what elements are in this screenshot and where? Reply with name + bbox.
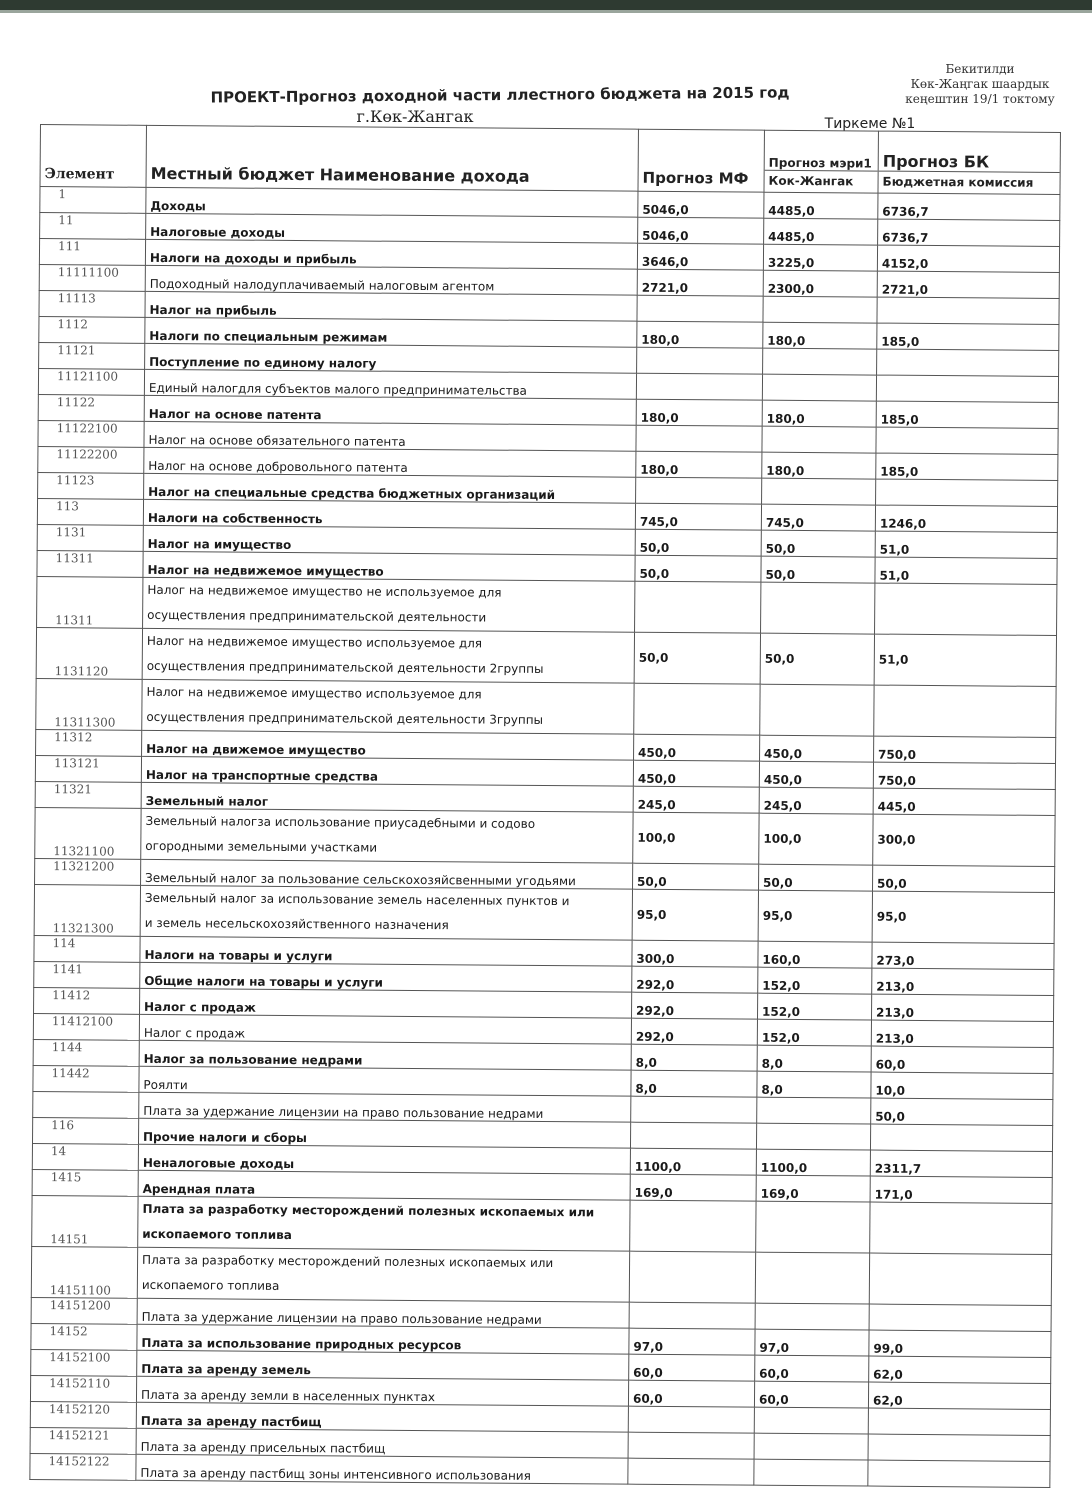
- scan-top-edge-shadow: [0, 10, 1092, 13]
- row-value-mayor: [763, 296, 877, 323]
- row-value-mf: 50,0: [635, 555, 761, 582]
- row-value-bk: [876, 427, 1058, 454]
- row-code: 1131: [37, 524, 143, 551]
- row-value-bk: [868, 1460, 1050, 1487]
- row-value-mayor: [755, 1303, 869, 1330]
- header-element: Элемент: [40, 125, 146, 188]
- row-value-bk: [875, 583, 1057, 635]
- row-value-mayor: 180,0: [762, 400, 876, 427]
- row-value-mf: 1100,0: [630, 1148, 756, 1175]
- row-code: 11121: [39, 342, 145, 369]
- budget-table: [29, 124, 1061, 1488]
- row-code: 14151100: [31, 1246, 137, 1298]
- row-code: 1144: [33, 1039, 139, 1066]
- row-value-bk: 10,0: [871, 1072, 1053, 1099]
- row-value-mayor: [760, 684, 874, 736]
- row-value-bk: [877, 349, 1059, 376]
- row-value-mayor: 8,0: [757, 1071, 871, 1098]
- row-value-mf: [636, 477, 762, 504]
- row-name: Налог на недвижемое имущество: [143, 551, 635, 581]
- row-name: Налог на основе обязательного патента: [144, 421, 636, 451]
- row-value-mayor: [754, 1433, 868, 1460]
- row-name: [141, 808, 633, 863]
- scan-top-edge: [0, 0, 1092, 10]
- row-value-bk: [868, 1408, 1050, 1435]
- row-code: 14151: [32, 1195, 138, 1247]
- row-code: 11113: [39, 290, 145, 317]
- row-name: Доходы: [146, 187, 638, 217]
- row-value-mf: 245,0: [633, 786, 759, 813]
- row-name: [143, 577, 635, 632]
- row-value-mayor: 745,0: [761, 504, 875, 531]
- row-value-mf: 169,0: [630, 1174, 756, 1201]
- row-value-mayor: [754, 1407, 868, 1434]
- row-value-mf: [636, 373, 762, 400]
- row-value-mayor: [754, 1459, 868, 1486]
- row-value-mf: 292,0: [632, 966, 758, 993]
- row-name: Налог на прибыль: [145, 291, 637, 321]
- row-code: 11: [40, 213, 146, 240]
- row-code: 11121100: [38, 368, 144, 395]
- row-value-mayor: 245,0: [759, 787, 873, 814]
- row-name-line1: Земельный налогза использование приусадебными и содово: [145, 813, 536, 831]
- row-value-bk: 445,0: [873, 788, 1055, 815]
- row-value-mf: 292,0: [631, 992, 757, 1019]
- row-value-mf: [628, 1458, 754, 1485]
- row-name: Единый налогдля субъектов малого предпринимательства: [144, 369, 636, 399]
- row-value-mayor: [755, 1252, 869, 1304]
- row-value-mayor: [757, 1097, 871, 1124]
- row-value-mf: 5046,0: [638, 191, 764, 218]
- header-forecast-bk: [878, 131, 1060, 194]
- row-code: 11122: [38, 394, 144, 421]
- row-value-bk: 51,0: [875, 531, 1057, 558]
- row-name-line1: Налог на недвижемое имущество не используемое для: [147, 582, 502, 600]
- row-value-mf: 180,0: [636, 399, 762, 426]
- row-name: Прочие налоги и сборы: [138, 1118, 630, 1148]
- row-value-mayor: [761, 582, 875, 634]
- row-value-bk: 99,0: [869, 1330, 1051, 1357]
- row-code: 113: [37, 498, 143, 525]
- row-value-mf: 300,0: [632, 940, 758, 967]
- row-code: 111: [39, 239, 145, 266]
- row-code: 11122200: [38, 446, 144, 473]
- row-value-mf: 8,0: [631, 1044, 757, 1071]
- row-name: Налог за пользование недрами: [139, 1040, 631, 1070]
- header-mayor-top: Прогноз мэри1: [768, 155, 872, 171]
- row-value-bk: [876, 479, 1058, 506]
- row-name: Плата за аренду присельных пастбищ: [136, 1428, 628, 1458]
- row-value-bk: 185,0: [877, 323, 1059, 350]
- row-value-bk: 171,0: [870, 1176, 1052, 1203]
- row-code: 113121: [35, 755, 141, 782]
- row-value-bk: 185,0: [876, 453, 1058, 480]
- row-code: 11321200: [35, 858, 141, 885]
- row-value-mf: 50,0: [633, 863, 759, 890]
- table-row: [36, 627, 1056, 686]
- row-name: Плата за аренду пастбищ зоны интенсивного использования: [136, 1454, 628, 1484]
- row-value-mayor: 152,0: [757, 993, 871, 1020]
- row-name: Плата за использование природных ресурсов: [137, 1324, 629, 1354]
- row-name-line2: ископаемого топлива: [141, 1277, 280, 1293]
- approval-line: Көк-Жаңгак шаардык: [910, 77, 1050, 91]
- row-value-mf: [628, 1432, 754, 1459]
- row-value-mayor: [762, 426, 876, 453]
- row-name: Арендная плата: [138, 1170, 630, 1200]
- row-value-mayor: 97,0: [755, 1329, 869, 1356]
- row-value-bk: 2721,0: [877, 271, 1059, 298]
- row-code: 14152122: [30, 1453, 136, 1480]
- row-code: 14152: [31, 1323, 137, 1350]
- row-value-mayor: [762, 478, 876, 505]
- row-value-mayor: 3225,0: [763, 244, 877, 271]
- row-value-mf: 180,0: [637, 321, 763, 348]
- row-name-line2: и земель несельскохозяйственного назначения: [144, 915, 449, 933]
- row-code: 11321100: [35, 807, 141, 859]
- row-code: 1131120: [36, 627, 142, 679]
- row-value-bk: 1246,0: [875, 505, 1057, 532]
- row-name-line1: Налог на недвижемое имущество используемое для: [146, 684, 482, 702]
- row-value-bk: 62,0: [868, 1382, 1050, 1409]
- row-code: 14152100: [31, 1349, 137, 1376]
- header-name: Местный бюджет Наименование дохода: [146, 125, 638, 191]
- row-name-line1: Земельный налог за использование земель населенных пунктов и: [144, 890, 570, 909]
- row-code: [33, 1091, 139, 1118]
- row-value-mf: 292,0: [631, 1018, 757, 1045]
- row-value-mf: 745,0: [635, 503, 761, 530]
- row-value-bk: 6736,7: [878, 193, 1060, 220]
- table-row: [35, 807, 1055, 866]
- row-value-bk: [874, 685, 1056, 737]
- row-code: 11321: [35, 781, 141, 808]
- row-name: Налог на основе патента: [144, 395, 636, 425]
- row-value-mayor: 50,0: [761, 556, 875, 583]
- row-value-mayor: 100,0: [759, 813, 873, 865]
- row-value-mayor: 180,0: [762, 452, 876, 479]
- row-code: 1112: [39, 316, 145, 343]
- row-value-bk: 60,0: [871, 1046, 1053, 1073]
- row-name-line1: Налог на недвижемое имущество используемое для: [146, 633, 483, 651]
- row-value-mf: [634, 683, 760, 735]
- row-value-mayor: 450,0: [760, 735, 874, 762]
- row-code: 11311: [37, 550, 143, 577]
- row-value-mayor: 4485,0: [764, 192, 878, 219]
- row-value-mf: 60,0: [628, 1380, 754, 1407]
- row-name: Плата за аренду земель: [137, 1350, 629, 1380]
- row-name: Земельный налог: [141, 782, 633, 812]
- row-code: 11311: [37, 576, 143, 628]
- row-value-mf: [629, 1302, 755, 1329]
- row-code: 114: [34, 935, 140, 962]
- row-value-mayor: 152,0: [757, 1019, 871, 1046]
- row-value-mayor: 2300,0: [763, 270, 877, 297]
- row-value-mf: [637, 347, 763, 374]
- row-value-mayor: [756, 1201, 870, 1253]
- row-code: 1415: [32, 1169, 138, 1196]
- row-name: Общие налоги на товары и услуги: [140, 962, 632, 992]
- row-value-mayor: 60,0: [755, 1355, 869, 1382]
- row-value-mayor: 8,0: [757, 1045, 871, 1072]
- row-value-mf: 100,0: [633, 812, 759, 864]
- city-name: г.Көк-Жангак: [356, 107, 474, 126]
- row-code: 11312: [36, 729, 142, 756]
- row-name: Налог на имущество: [143, 525, 635, 555]
- row-code: 11442: [33, 1065, 139, 1092]
- row-name: [138, 1196, 630, 1251]
- row-value-mf: 95,0: [632, 889, 758, 941]
- row-value-mf: 2721,0: [637, 269, 763, 296]
- row-value-mf: 50,0: [634, 632, 760, 684]
- row-value-bk: [876, 375, 1058, 402]
- row-value-bk: 750,0: [874, 736, 1056, 763]
- row-value-bk: 2311,7: [870, 1150, 1052, 1177]
- table-row: [32, 1195, 1052, 1254]
- row-value-mf: 8,0: [631, 1070, 757, 1097]
- row-code: 14152121: [30, 1427, 136, 1454]
- row-code: 11412: [34, 987, 140, 1014]
- row-code: 1141: [34, 961, 140, 988]
- budget-rows: [30, 187, 1060, 1488]
- row-value-mayor: 4485,0: [764, 218, 878, 245]
- row-value-mayor: 180,0: [763, 322, 877, 349]
- row-name: Роялти: [139, 1066, 631, 1096]
- table-row: [31, 1246, 1051, 1305]
- row-name: Плата за удержание лицензии на право пользование недрами: [137, 1298, 629, 1328]
- row-value-mayor: [763, 348, 877, 375]
- row-value-bk: 51,0: [875, 557, 1057, 584]
- row-value-bk: 50,0: [871, 1098, 1053, 1125]
- row-value-mf: 3646,0: [637, 243, 763, 270]
- row-value-bk: [868, 1434, 1050, 1461]
- row-name: Налог на транспортные средства: [141, 756, 633, 786]
- row-name: [142, 628, 634, 683]
- row-code: 14152110: [30, 1375, 136, 1402]
- row-name-line2: осуществления предпринимательской деятельности 2группы: [146, 658, 544, 676]
- row-value-mayor: 50,0: [761, 530, 875, 557]
- row-value-bk: [870, 1202, 1052, 1254]
- row-name-line1: Плата за разработку месторождений полезных ископаемых или: [142, 1201, 595, 1220]
- row-value-bk: 185,0: [876, 401, 1058, 428]
- header-forecast-mf: Прогноз МФ: [638, 129, 764, 192]
- row-value-mayor: 95,0: [758, 890, 872, 942]
- row-code: 116: [32, 1117, 138, 1144]
- row-value-mf: 450,0: [634, 734, 760, 761]
- row-name: Налог на основе добровольного патента: [144, 447, 636, 477]
- row-value-bk: 4152,0: [877, 245, 1059, 272]
- row-name: Земельный налог за пользование сельскохозяйсвенными угодьями: [141, 859, 633, 889]
- row-value-bk: 300,0: [873, 814, 1055, 866]
- row-value-mf: 50,0: [635, 529, 761, 556]
- row-value-mayor: 60,0: [754, 1381, 868, 1408]
- header-forecast-mayor: [764, 130, 878, 193]
- row-name: Налог с продаж: [139, 1014, 631, 1044]
- row-value-bk: [869, 1304, 1051, 1331]
- row-value-bk: [869, 1253, 1051, 1305]
- row-value-mf: 60,0: [629, 1354, 755, 1381]
- row-value-mayor: 50,0: [760, 633, 874, 685]
- approval-stamp: [880, 62, 1080, 107]
- row-value-bk: 50,0: [873, 865, 1055, 892]
- row-name-line2: осуществления предпринимательской деятельности 3группы: [146, 709, 544, 727]
- row-name: Плата за аренду пастбищ: [136, 1402, 628, 1432]
- row-value-mf: [630, 1122, 756, 1149]
- row-value-mayor: 50,0: [759, 864, 873, 891]
- row-code: 11412100: [33, 1013, 139, 1040]
- row-value-mf: 5046,0: [638, 217, 764, 244]
- table-row: [37, 576, 1057, 635]
- row-code: 11111100: [39, 264, 145, 291]
- row-code: 11123: [38, 472, 144, 499]
- row-value-mf: [635, 581, 761, 633]
- row-code: 11122100: [38, 420, 144, 447]
- header-bk-bottom: Бюджетная комиссия: [879, 171, 1060, 190]
- header-mayor-bottom: Кок-Жангак: [765, 170, 878, 189]
- row-name: Налоги на доходы и прибыль: [145, 239, 637, 269]
- row-code: 11311300: [36, 678, 142, 730]
- row-code: 14152120: [30, 1401, 136, 1428]
- row-value-mf: [629, 1251, 755, 1303]
- row-value-mayor: 169,0: [756, 1175, 870, 1202]
- row-value-bk: 6736,7: [878, 219, 1060, 246]
- row-value-bk: 213,0: [872, 968, 1054, 995]
- row-code: 1: [40, 187, 146, 214]
- row-name: Налог на движемое имущество: [142, 730, 634, 760]
- row-value-bk: 62,0: [869, 1356, 1051, 1383]
- row-value-mayor: 160,0: [758, 941, 872, 968]
- row-code: 14151200: [31, 1297, 137, 1324]
- row-name-line1: Плата за разработку месторождений полезных ископаемых или: [142, 1252, 554, 1271]
- row-value-bk: [870, 1124, 1052, 1151]
- table-row: [36, 678, 1056, 737]
- row-name-line2: осуществления предпринимательской деятельности: [147, 607, 487, 625]
- row-name: [142, 679, 634, 734]
- row-name: Плата за аренду земли в населенных пунктах: [136, 1376, 628, 1406]
- row-value-mf: [637, 295, 763, 322]
- row-name: Налоги по специальным режимам: [145, 317, 637, 347]
- row-name: Налоги на собственность: [143, 499, 635, 529]
- row-name: Налог с продаж: [140, 988, 632, 1018]
- row-code: 11321300: [34, 884, 140, 936]
- row-name-line2: огородными земельными участками: [145, 838, 378, 855]
- table-row: [34, 884, 1054, 943]
- row-value-mf: [636, 425, 762, 452]
- row-value-mayor: [756, 1123, 870, 1150]
- header-bk-top: Прогноз БК: [882, 151, 990, 172]
- row-value-bk: 51,0: [874, 634, 1056, 686]
- row-value-bk: 273,0: [872, 942, 1054, 969]
- row-name: Подоходный налодуплачиваемый налоговым агентом: [145, 265, 637, 295]
- row-value-mayor: 1100,0: [756, 1149, 870, 1176]
- approval-line: Бекитилди: [945, 62, 1015, 76]
- row-value-mf: [631, 1096, 757, 1123]
- attachment-number: Тиркеме №1: [824, 116, 916, 132]
- row-name: Плата за удержание лицензии на право пользование недрами: [139, 1092, 631, 1122]
- approval-line: кеңештин 19/1 токтому: [905, 92, 1055, 106]
- row-value-bk: 750,0: [873, 762, 1055, 789]
- row-value-mayor: [762, 374, 876, 401]
- row-name: [140, 885, 632, 940]
- row-value-bk: 213,0: [871, 994, 1053, 1021]
- row-value-mayor: 152,0: [758, 967, 872, 994]
- row-value-bk: [877, 297, 1059, 324]
- row-value-bk: 95,0: [872, 891, 1054, 943]
- document-title: ПРОЕКТ-Прогноз доходной части ллестного бюджета на 2015 год: [210, 83, 790, 107]
- row-value-mf: [630, 1200, 756, 1252]
- row-name: Налоговые доходы: [146, 213, 638, 243]
- row-value-mf: 450,0: [633, 760, 759, 787]
- row-value-mf: 97,0: [629, 1328, 755, 1355]
- row-value-mf: 180,0: [636, 451, 762, 478]
- row-name: Неналоговые доходы: [138, 1144, 630, 1174]
- row-code: 14: [32, 1143, 138, 1170]
- row-name-line2: ископаемого топлива: [142, 1226, 292, 1243]
- row-name: Поступление по единому налогу: [145, 343, 637, 373]
- row-value-mayor: 450,0: [759, 761, 873, 788]
- row-name: Налог на специальные средства бюджетных организаций: [144, 473, 636, 503]
- row-value-mf: [628, 1406, 754, 1433]
- row-name: [137, 1247, 629, 1302]
- budget-table-wrap: [29, 124, 1060, 1502]
- row-value-bk: 213,0: [871, 1020, 1053, 1047]
- row-name: Налоги на товары и услуги: [140, 936, 632, 966]
